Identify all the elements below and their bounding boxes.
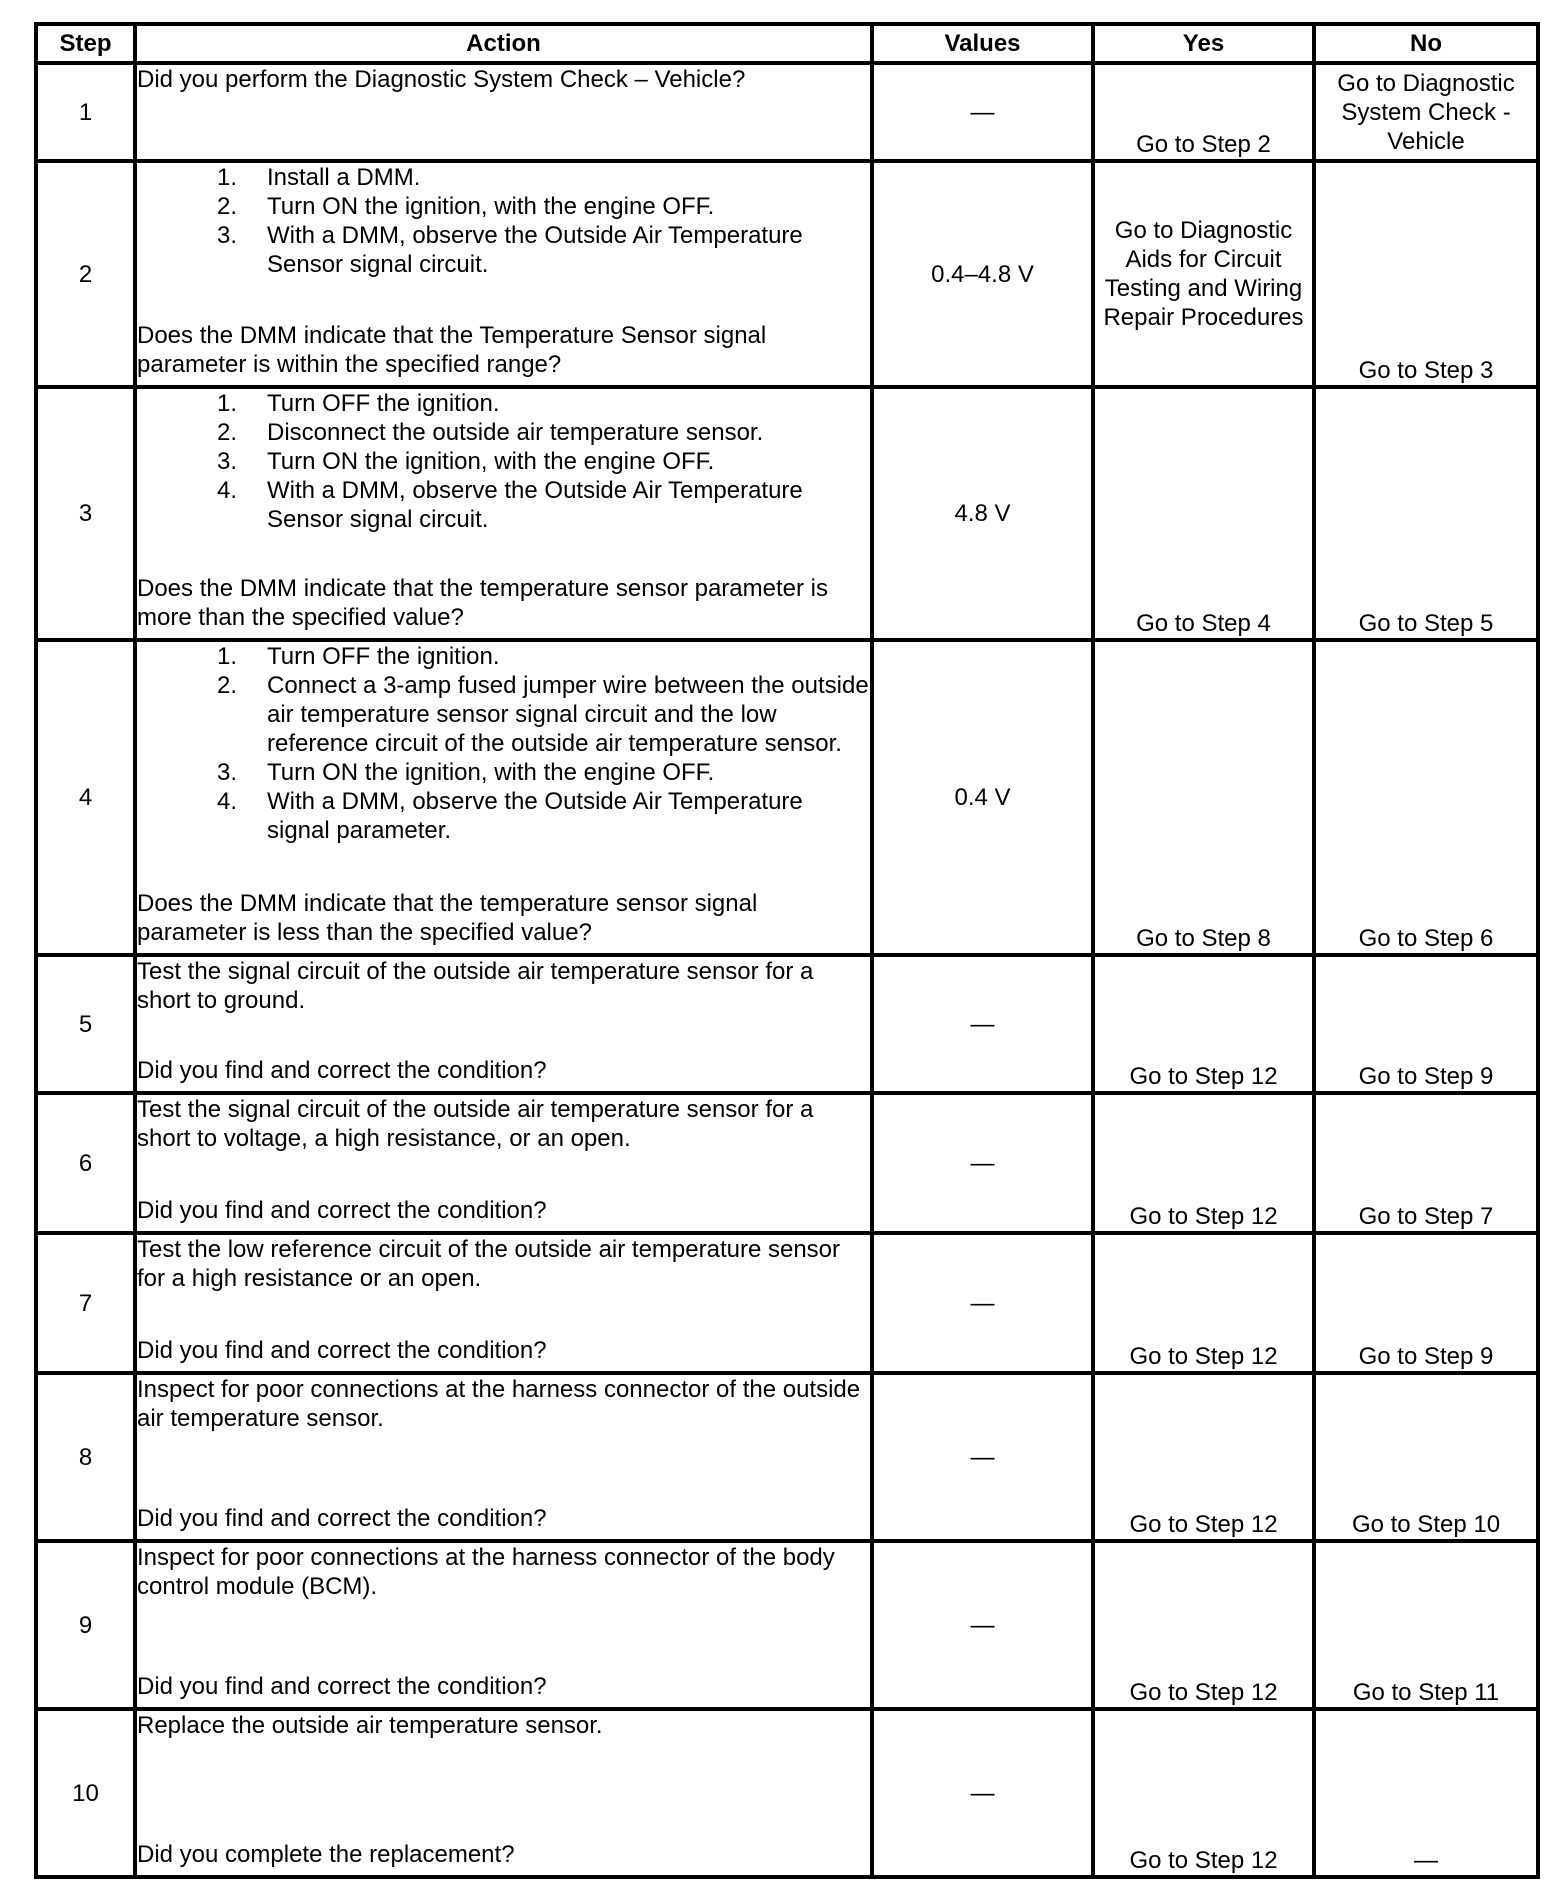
table-row bbox=[36, 640, 1538, 955]
table-row bbox=[36, 1093, 1538, 1233]
action-step-list bbox=[137, 163, 870, 279]
action-cell bbox=[135, 1233, 872, 1373]
header-values: Values bbox=[872, 24, 1093, 63]
list-item-number: 2. bbox=[216, 193, 237, 220]
table-row bbox=[36, 1373, 1538, 1541]
values-cell: 0.4 V bbox=[872, 640, 1093, 955]
list-item bbox=[137, 671, 870, 758]
action-intro: Did you perform the Diagnostic System Check – Vehicle? bbox=[137, 66, 746, 93]
list-item-text: Turn ON the ignition, with the engine OFF. bbox=[267, 759, 715, 786]
values-cell: — bbox=[872, 1233, 1093, 1373]
action-question: Did you find and correct the condition? bbox=[137, 1197, 547, 1224]
action-instructions bbox=[137, 1235, 870, 1336]
action-question: Did you find and correct the condition? bbox=[137, 1673, 547, 1700]
list-item bbox=[137, 192, 870, 221]
list-item-number: 3. bbox=[216, 448, 237, 475]
no-cell: Go to Step 6 bbox=[1314, 640, 1538, 955]
list-item-number: 2. bbox=[216, 419, 237, 446]
table-row bbox=[36, 1541, 1538, 1709]
yes-cell: Go to Step 12 bbox=[1093, 1233, 1314, 1373]
step-number: 4 bbox=[36, 640, 135, 955]
no-cell: Go to Step 11 bbox=[1314, 1541, 1538, 1709]
header-row bbox=[36, 24, 1538, 63]
step-number: 6 bbox=[36, 1093, 135, 1233]
action-content bbox=[137, 163, 870, 379]
list-item-text: Connect a 3-amp fused jumper wire between the outside air temperature sensor signal circuit and the low reference circuit of the outside air temperature sensor. bbox=[267, 672, 869, 757]
values-cell: — bbox=[872, 1093, 1093, 1233]
list-item-text: Turn OFF the ignition. bbox=[267, 390, 500, 417]
action-step-list bbox=[137, 642, 870, 845]
action-question: Did you find and correct the condition? bbox=[137, 1057, 547, 1084]
values-cell: — bbox=[872, 1541, 1093, 1709]
list-item bbox=[137, 221, 870, 279]
action-intro: Test the signal circuit of the outside air temperature sensor for a short to voltage, a high resistance, or an open. bbox=[137, 1096, 814, 1152]
list-item-text: Turn OFF the ignition. bbox=[267, 643, 500, 670]
table-row bbox=[36, 1233, 1538, 1373]
action-cell bbox=[135, 1373, 872, 1541]
step-number: 10 bbox=[36, 1709, 135, 1877]
action-content bbox=[137, 957, 870, 1085]
values-cell: — bbox=[872, 63, 1093, 161]
action-intro: Test the low reference circuit of the outside air temperature sensor for a high resistance or an open. bbox=[137, 1236, 841, 1292]
list-item-text: Turn ON the ignition, with the engine OFF. bbox=[267, 448, 715, 475]
step-number: 7 bbox=[36, 1233, 135, 1373]
action-intro: Test the signal circuit of the outside air temperature sensor for a short to ground. bbox=[137, 958, 814, 1014]
action-content bbox=[137, 1235, 870, 1365]
action-question: Does the DMM indicate that the Temperature Sensor signal parameter is within the specified range? bbox=[137, 322, 767, 378]
yes-cell: Go to Step 12 bbox=[1093, 1093, 1314, 1233]
action-intro: Inspect for poor connections at the harness connector of the outside air temperature sensor. bbox=[137, 1376, 861, 1432]
values-cell: — bbox=[872, 955, 1093, 1093]
action-step-list bbox=[137, 389, 870, 534]
action-instructions bbox=[137, 389, 870, 574]
yes-cell: Go to Step 2 bbox=[1093, 63, 1314, 161]
action-content bbox=[137, 1543, 870, 1701]
action-cell bbox=[135, 387, 872, 640]
action-content bbox=[137, 1375, 870, 1533]
action-content bbox=[137, 389, 870, 632]
list-item bbox=[137, 447, 870, 476]
list-item-number: 4. bbox=[216, 477, 237, 504]
values-cell: 4.8 V bbox=[872, 387, 1093, 640]
action-content bbox=[137, 642, 870, 947]
list-item-text: Install a DMM. bbox=[267, 164, 421, 191]
list-item-text: Disconnect the outside air temperature sensor. bbox=[267, 419, 764, 446]
no-cell: — bbox=[1314, 1709, 1538, 1877]
action-intro: Inspect for poor connections at the harness connector of the body control module (BCM). bbox=[137, 1544, 835, 1600]
no-cell: Go to Step 10 bbox=[1314, 1373, 1538, 1541]
values-cell: 0.4–4.8 V bbox=[872, 161, 1093, 387]
action-cell bbox=[135, 1093, 872, 1233]
yes-cell: Go to Step 8 bbox=[1093, 640, 1314, 955]
yes-cell: Go to Step 12 bbox=[1093, 1541, 1314, 1709]
values-cell: — bbox=[872, 1373, 1093, 1541]
yes-cell: Go to Step 12 bbox=[1093, 1709, 1314, 1877]
header-action: Action bbox=[135, 24, 872, 63]
action-instructions bbox=[137, 1711, 870, 1840]
action-cell bbox=[135, 1709, 872, 1877]
list-item-text: With a DMM, observe the Outside Air Temperature Sensor signal circuit. bbox=[267, 477, 803, 533]
step-number: 8 bbox=[36, 1373, 135, 1541]
no-cell: Go to Step 3 bbox=[1314, 161, 1538, 387]
action-cell bbox=[135, 955, 872, 1093]
table-row bbox=[36, 63, 1538, 161]
header-no: No bbox=[1314, 24, 1538, 63]
action-instructions bbox=[137, 1543, 870, 1672]
list-item bbox=[137, 758, 870, 787]
action-content bbox=[137, 1711, 870, 1869]
list-item-text: With a DMM, observe the Outside Air Temperature signal parameter. bbox=[267, 788, 803, 844]
action-question: Does the DMM indicate that the temperature sensor parameter is more than the specified value? bbox=[137, 575, 828, 631]
list-item bbox=[137, 163, 870, 192]
list-item-number: 3. bbox=[216, 759, 237, 786]
yes-cell: Go to Step 12 bbox=[1093, 1373, 1314, 1541]
step-number: 9 bbox=[36, 1541, 135, 1709]
step-number: 2 bbox=[36, 161, 135, 387]
action-cell bbox=[135, 640, 872, 955]
no-cell: Go to Step 9 bbox=[1314, 1233, 1538, 1373]
action-instructions bbox=[137, 957, 870, 1056]
list-item-number: 4. bbox=[216, 788, 237, 815]
action-question: Did you complete the replacement? bbox=[137, 1841, 515, 1868]
no-cell: Go to Diagnostic System Check - Vehicle bbox=[1314, 63, 1538, 161]
list-item-text: With a DMM, observe the Outside Air Temperature Sensor signal circuit. bbox=[267, 222, 803, 278]
list-item-number: 3. bbox=[216, 222, 237, 249]
action-question: Did you find and correct the condition? bbox=[137, 1505, 547, 1532]
list-item-number: 1. bbox=[216, 643, 237, 670]
action-cell bbox=[135, 1541, 872, 1709]
action-question: Does the DMM indicate that the temperature sensor signal parameter is less than the specified value? bbox=[137, 890, 758, 946]
list-item bbox=[137, 476, 870, 534]
list-item bbox=[137, 418, 870, 447]
no-cell: Go to Step 7 bbox=[1314, 1093, 1538, 1233]
action-content bbox=[137, 1095, 870, 1225]
action-content bbox=[137, 65, 870, 153]
table-row bbox=[36, 387, 1538, 640]
step-number: 1 bbox=[36, 63, 135, 161]
list-item-number: 1. bbox=[216, 164, 237, 191]
action-instructions bbox=[137, 642, 870, 889]
no-cell: Go to Step 9 bbox=[1314, 955, 1538, 1093]
action-instructions bbox=[137, 65, 870, 153]
list-item-text: Turn ON the ignition, with the engine OFF. bbox=[267, 193, 715, 220]
action-cell bbox=[135, 161, 872, 387]
values-cell: — bbox=[872, 1709, 1093, 1877]
header-yes: Yes bbox=[1093, 24, 1314, 63]
action-instructions bbox=[137, 163, 870, 321]
action-question: Did you find and correct the condition? bbox=[137, 1337, 547, 1364]
header-step: Step bbox=[36, 24, 135, 63]
list-item-number: 2. bbox=[216, 672, 237, 699]
list-item bbox=[137, 642, 870, 671]
action-instructions bbox=[137, 1375, 870, 1504]
yes-cell: Go to Diagnostic Aids for Circuit Testing and Wiring Repair Procedures bbox=[1093, 161, 1314, 387]
table-row bbox=[36, 955, 1538, 1093]
step-number: 3 bbox=[36, 387, 135, 640]
table-row bbox=[36, 161, 1538, 387]
diagnostic-table bbox=[34, 22, 1540, 1879]
no-cell: Go to Step 5 bbox=[1314, 387, 1538, 640]
action-intro: Replace the outside air temperature sensor. bbox=[137, 1712, 603, 1739]
list-item-number: 1. bbox=[216, 390, 237, 417]
step-number: 5 bbox=[36, 955, 135, 1093]
action-cell bbox=[135, 63, 872, 161]
yes-cell: Go to Step 12 bbox=[1093, 955, 1314, 1093]
action-instructions bbox=[137, 1095, 870, 1196]
list-item bbox=[137, 389, 870, 418]
yes-cell: Go to Step 4 bbox=[1093, 387, 1314, 640]
list-item bbox=[137, 787, 870, 845]
table-row bbox=[36, 1709, 1538, 1877]
